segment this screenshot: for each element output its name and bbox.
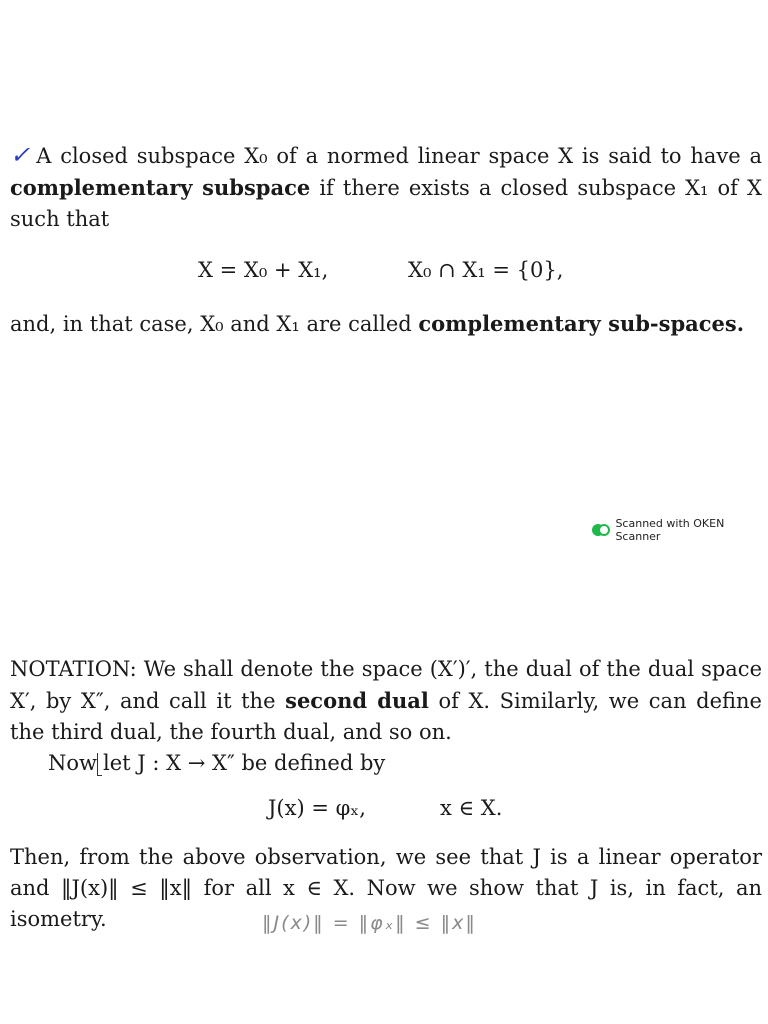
pen-bracket-mark — [97, 753, 102, 776]
notation-text-2: of X. Similarly, we can define the third dual, the fourth dual, and so on. — [10, 689, 762, 744]
scanner-watermark — [592, 517, 768, 543]
notation-bold-term: second dual — [285, 688, 429, 713]
equation-j-map: J(x) = φₓ, — [268, 796, 366, 820]
now-text-b: let J : X → X″ be defined by — [103, 751, 386, 775]
equation-domain: x ∈ X. — [440, 796, 503, 820]
definition-text-1: A closed subspace X₀ of a normed linear space X is said to have a — [36, 144, 762, 168]
conclusion-block — [10, 308, 762, 340]
notation-paragraph — [10, 654, 762, 748]
conclusion-paragraph — [10, 308, 762, 340]
equation-intersection: X₀ ∩ X₁ = {0}, — [408, 258, 564, 282]
then-paragraph: Then, from the above observation, we see that J is a linear operator and ‖J(x)‖ ≤ ‖x‖ for all x ∈ X. Now we show that J is, in fact, an isometry. — [10, 845, 762, 931]
notation-text-1: NOTATION: We shall denote the space (X′)′, the dual of the dual space X′, by X″, and call it the — [10, 657, 762, 713]
notation-block — [10, 654, 762, 779]
definition-block — [10, 140, 762, 235]
definition-bold-term: complementary subspace — [10, 175, 311, 200]
now-paragraph — [10, 748, 762, 779]
definition-paragraph — [10, 140, 762, 235]
scanner-text: Scanned with OKEN Scanner — [615, 517, 725, 543]
conclusion-bold-term: complementary sub-spaces. — [418, 311, 745, 336]
handwritten-note: ‖J(x)‖ = ‖φₓ‖ ≤ ‖x‖ — [262, 912, 477, 934]
now-text-a: Now — [48, 751, 97, 775]
scanner-logo-icon — [592, 523, 609, 537]
equation-sum: X = X₀ + X₁, — [198, 258, 329, 282]
conclusion-text: and, in that case, X₀ and X₁ are called — [10, 312, 412, 336]
check-mark-icon: ✓ — [10, 141, 33, 169]
definition-text-2: if there exists a closed subspace X₁ of X such that — [10, 176, 762, 231]
